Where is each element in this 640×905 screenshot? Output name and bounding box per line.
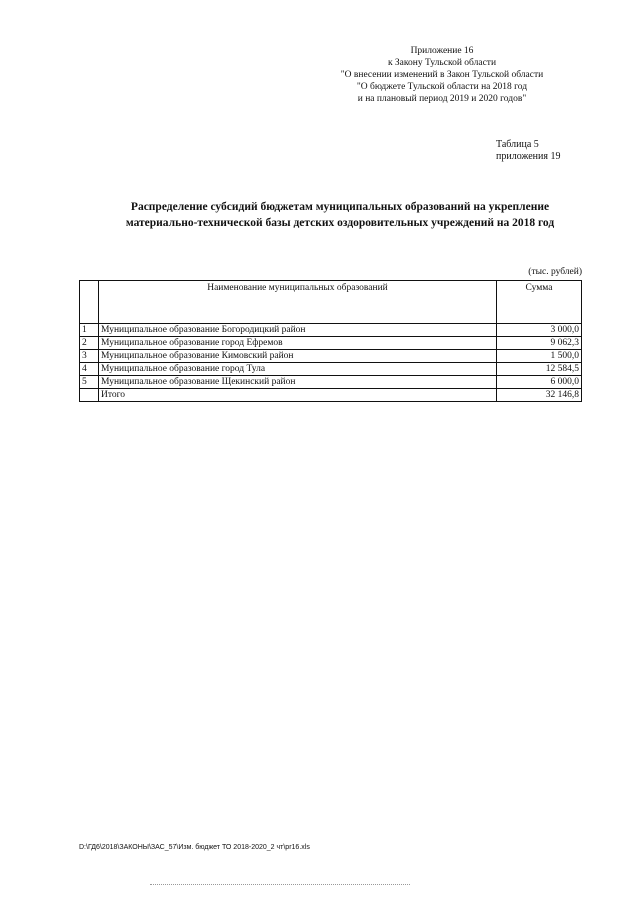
appendix-header xyxy=(312,45,572,105)
row-sum: 9 062,3 xyxy=(497,337,582,350)
footer-divider xyxy=(150,884,410,885)
table-row xyxy=(80,337,582,350)
header-line: Приложение 16 xyxy=(410,46,474,56)
row-num: 2 xyxy=(80,337,99,350)
header-line: "О внесении изменений в Закон Тульской области xyxy=(340,70,544,80)
row-name: Муниципальное образование Щекинский район xyxy=(99,376,497,389)
table-row xyxy=(80,363,582,376)
row-sum: 3 000,0 xyxy=(497,324,582,337)
header-line: "О бюджете Тульской области на 2018 год xyxy=(356,82,528,92)
table-row xyxy=(80,350,582,363)
row-num: 4 xyxy=(80,363,99,376)
table-row xyxy=(80,324,582,337)
header-line: и на плановый период 2019 и 2020 годов" xyxy=(357,94,527,104)
table-header-row xyxy=(80,281,582,324)
table-row xyxy=(80,376,582,389)
header-name: Наименование муниципальных образований xyxy=(99,281,497,324)
units-label: (тыс. рублей) xyxy=(528,267,582,277)
total-row xyxy=(80,389,582,402)
table-ref-line1: Таблица 5 xyxy=(496,139,539,150)
row-name: Муниципальное образование Кимовский район xyxy=(99,350,497,363)
row-num: 5 xyxy=(80,376,99,389)
title-line1: Распределение субсидий бюджетам муниципальных образований на укрепление xyxy=(130,201,550,213)
header-num xyxy=(80,281,99,324)
header-line: к Закону Тульской области xyxy=(387,58,497,68)
header-sum: Сумма xyxy=(497,281,582,324)
row-num: 3 xyxy=(80,350,99,363)
file-path-footer: D:\ГД6\2018\ЗАКОНЫ\ЗАС_57\Изм. бюджет ТО 2018-2020_2 чт\pr16.xls xyxy=(79,844,310,851)
table-reference xyxy=(496,139,560,163)
table-ref-line2: приложения 19 xyxy=(496,151,561,162)
total-sum: 32 146,8 xyxy=(497,389,582,402)
row-sum: 12 584,5 xyxy=(497,363,582,376)
row-sum: 6 000,0 xyxy=(497,376,582,389)
row-sum: 1 500,0 xyxy=(497,350,582,363)
row-num: 1 xyxy=(80,324,99,337)
total-label: Итого xyxy=(99,389,497,402)
row-name: Муниципальное образование город Ефремов xyxy=(99,337,497,350)
total-num xyxy=(80,389,99,402)
title-line2: материально-технической базы детских оздоровительных учреждений на 2018 год xyxy=(125,217,555,229)
document-title xyxy=(60,199,620,231)
row-name: Муниципальное образование Богородицкий район xyxy=(99,324,497,337)
subsidy-table xyxy=(79,280,582,402)
row-name: Муниципальное образование город Тула xyxy=(99,363,497,376)
